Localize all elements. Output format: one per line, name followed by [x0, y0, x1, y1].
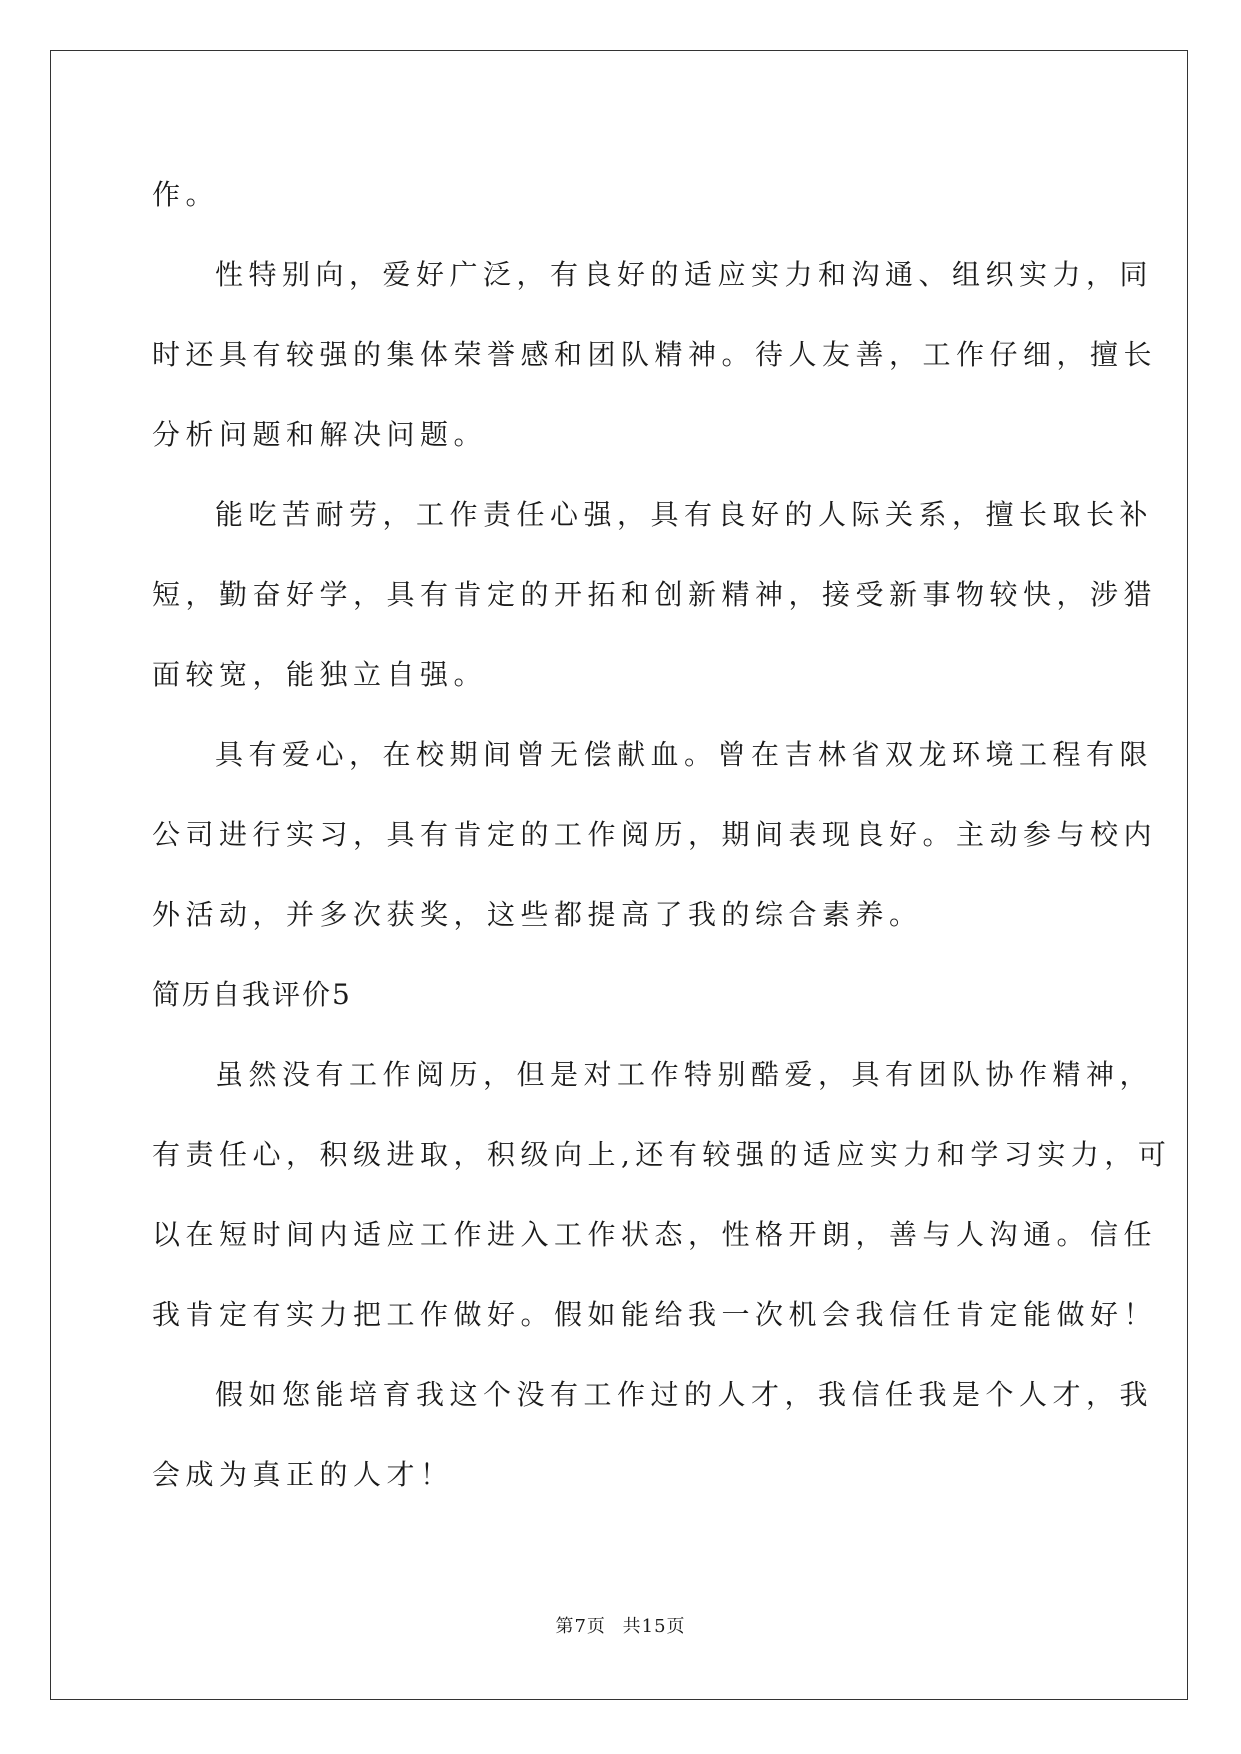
page-number-footer: 第7页 共15页 [555, 1616, 686, 1637]
text-line: 有责任心，积级进取，积级向上,还有较强的适应实力和学习实力，可 [152, 1138, 1172, 1171]
text-line: 我肯定有实力把工作做好。假如能给我一次机会我信任肯定能做好！ [152, 1298, 1158, 1331]
paragraph-start-line: 能吃苦耐劳，工作责任心强，具有良好的人际关系，擅长取长补 [215, 498, 1154, 531]
text-line: 时还具有较强的集体荣誉感和团队精神。待人友善，工作仔细，擅长 [152, 338, 1158, 371]
text-line: 公司进行实习，具有肯定的工作阅历，期间表现良好。主动参与校内 [152, 818, 1158, 851]
text-line: 分析问题和解决问题。 [152, 418, 488, 451]
section-heading: 简历自我评价5 [152, 978, 352, 1011]
text-line: 外活动，并多次获奖，这些都提高了我的综合素养。 [152, 898, 923, 931]
paragraph-start-line: 假如您能培育我这个没有工作过的人才，我信任我是个人才，我 [215, 1378, 1154, 1411]
text-line: 面较宽，能独立自强。 [152, 658, 488, 691]
text-line: 作。 [152, 178, 220, 211]
paragraph-start-line: 具有爱心，在校期间曾无偿献血。曾在吉林省双龙环境工程有限 [215, 738, 1154, 771]
text-line: 以在短时间内适应工作进入工作状态，性格开朗，善与人沟通。信任 [152, 1218, 1158, 1251]
paragraph-start-line: 虽然没有工作阅历，但是对工作特别酷爱，具有团队协作精神， [215, 1058, 1154, 1091]
paragraph-start-line: 性特别向，爱好广泛，有良好的适应实力和沟通、组织实力，同 [215, 258, 1154, 291]
text-line: 会成为真正的人才！ [152, 1458, 454, 1491]
document-body [152, 155, 1172, 1515]
text-line: 短，勤奋好学，具有肯定的开拓和创新精神，接受新事物较快，涉猎 [152, 578, 1158, 611]
